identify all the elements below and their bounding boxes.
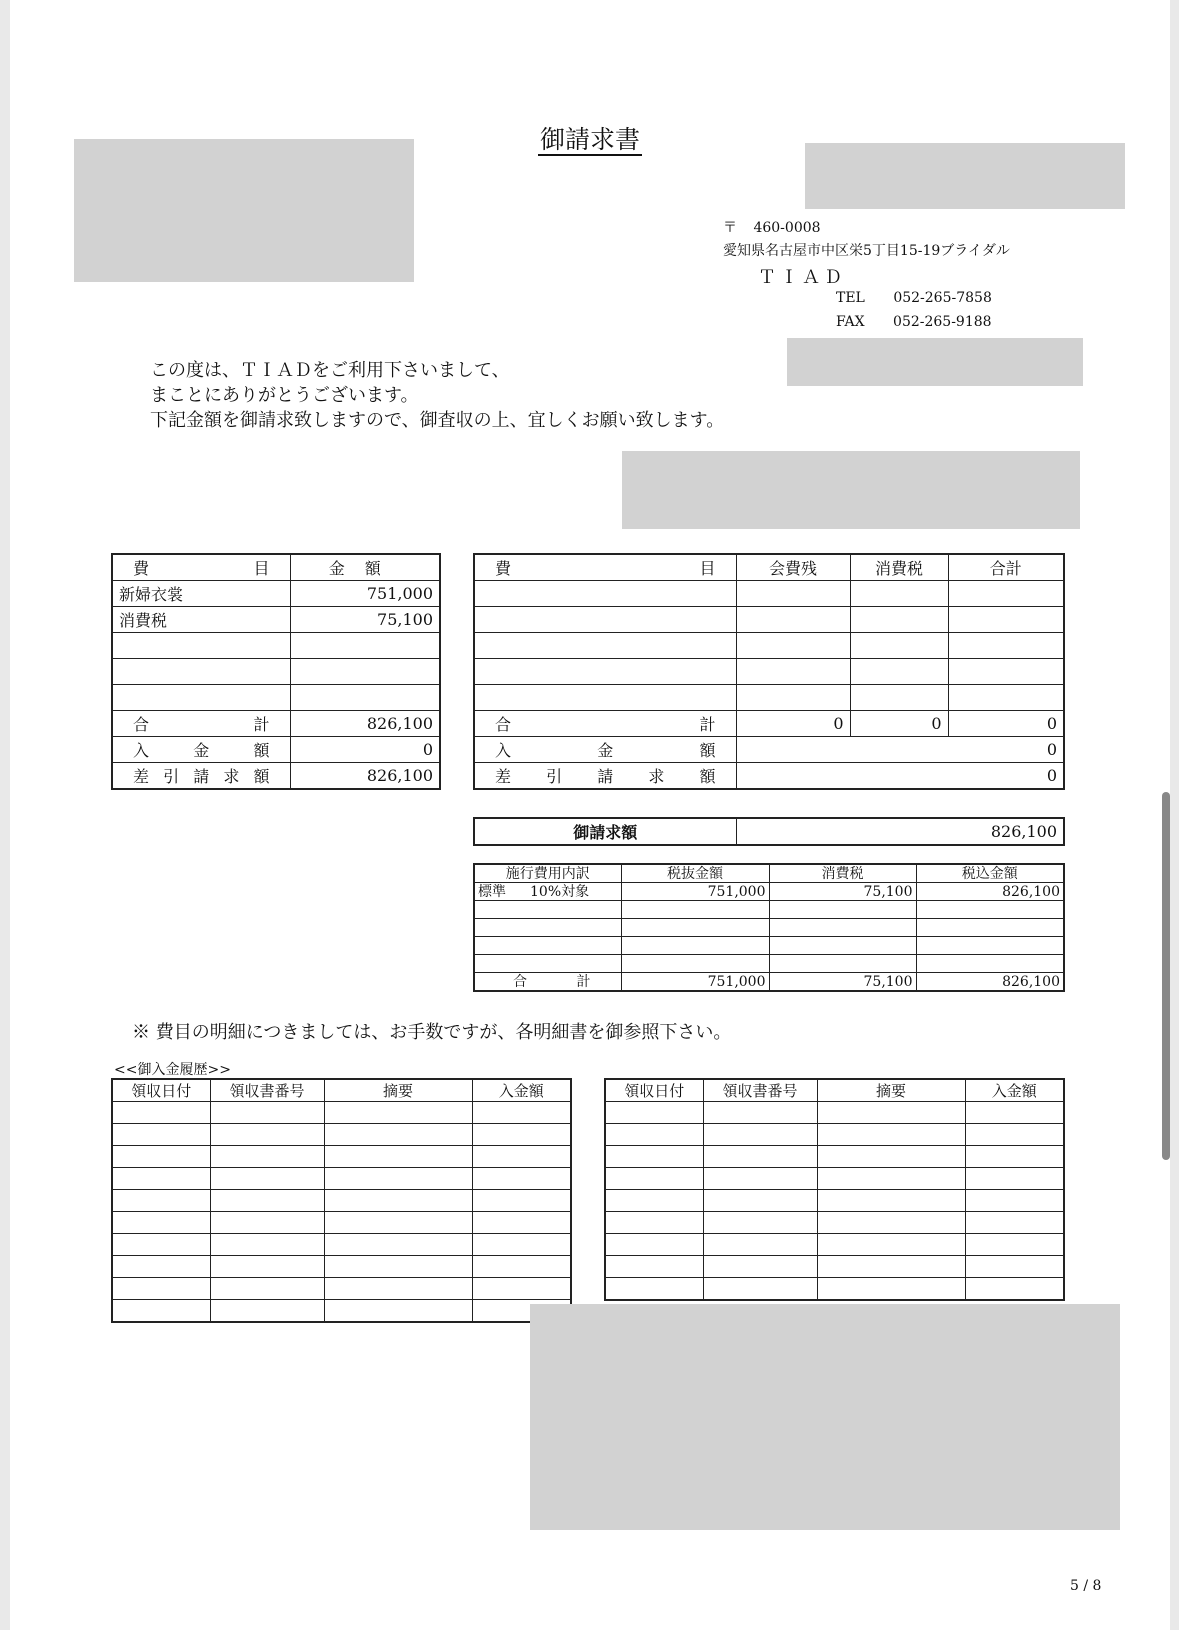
header-cell: 会費残	[736, 554, 850, 581]
table-header-row	[112, 554, 440, 581]
tax-cell: 75,100	[769, 883, 916, 901]
header-cell: 領収書番号	[210, 1079, 324, 1102]
table-row	[474, 659, 1064, 685]
table-row	[474, 685, 1064, 711]
header-cell: 摘要	[817, 1079, 965, 1102]
header-cell: 税抜金額	[621, 864, 769, 883]
payment-history-table-left	[111, 1078, 572, 1323]
table-header-row	[605, 1079, 1064, 1102]
balance-value: 826,100	[290, 763, 440, 790]
amount-cell	[290, 633, 440, 659]
balance-label: 差引請求額	[112, 763, 290, 790]
total-value: 0	[736, 711, 850, 737]
table-row	[605, 1256, 1064, 1278]
fax-label: FAX	[836, 314, 865, 330]
paid-row	[112, 737, 440, 763]
table-row	[112, 1102, 571, 1124]
table-row	[112, 1278, 571, 1300]
total-label: 合計	[112, 711, 290, 737]
total-row	[112, 711, 440, 737]
paid-value: 0	[290, 737, 440, 763]
total-value: 0	[850, 711, 948, 737]
fax-line	[836, 314, 992, 330]
scrollbar-thumb[interactable]	[1162, 792, 1170, 1160]
amount-cell	[290, 659, 440, 685]
table-row	[112, 633, 440, 659]
incl-tax-cell: 826,100	[916, 883, 1064, 901]
greeting-line: 下記金額を御請求致しますので、御査収の上、宜しくお願い致します。	[150, 410, 725, 431]
table-row	[605, 1168, 1064, 1190]
header-cell: 消費税	[769, 864, 916, 883]
balance-value: 0	[736, 763, 1064, 790]
table-row	[605, 1102, 1064, 1124]
pre-tax-cell: 751,000	[621, 883, 769, 901]
invoice-amount-value: 826,100	[736, 818, 1064, 845]
table-row	[474, 883, 1064, 901]
table-row	[112, 1234, 571, 1256]
page-indicator: 5 / 8	[1070, 1578, 1102, 1594]
header-cell: 費目	[474, 554, 736, 581]
postal-line	[723, 217, 821, 237]
payment-history-table-right	[604, 1078, 1065, 1301]
redacted-block	[622, 451, 1080, 529]
table-row	[112, 1300, 571, 1323]
table-header-row	[474, 864, 1064, 883]
invoice-amount-box	[473, 817, 1065, 846]
invoice-page	[10, 0, 1170, 1630]
header-cell: 合計	[948, 554, 1064, 581]
table-row	[112, 685, 440, 711]
category-cell	[474, 883, 621, 901]
table-row	[112, 581, 440, 607]
postal-code: 460-0008	[753, 220, 821, 236]
fees-table-right	[473, 553, 1065, 790]
table-row	[474, 901, 1064, 919]
payment-history-label: <<御入金履歴>>	[114, 1062, 231, 1078]
table-row	[605, 1124, 1064, 1146]
total-value: 826,100	[290, 711, 440, 737]
total-tax: 75,100	[769, 973, 916, 992]
table-row	[605, 1212, 1064, 1234]
fax-number: 052-265-9188	[893, 314, 992, 330]
table-row	[112, 1256, 571, 1278]
total-row	[474, 973, 1064, 992]
tel-number: 052-265-7858	[893, 290, 992, 306]
header-cell: 領収書番号	[703, 1079, 817, 1102]
table-row	[474, 581, 1064, 607]
header-cell: 施行費用内訳	[474, 864, 621, 883]
item-cell	[112, 633, 290, 659]
rate-label: 10%対象	[530, 883, 590, 900]
table-row	[474, 607, 1064, 633]
item-cell: 消費税	[112, 607, 290, 633]
amount-cell: 751,000	[290, 581, 440, 607]
balance-row	[112, 763, 440, 790]
header-cell: 金額	[290, 554, 440, 581]
tel-line	[836, 290, 992, 306]
redacted-block	[787, 338, 1083, 386]
redacted-block	[805, 143, 1125, 209]
header-cell: 摘要	[324, 1079, 472, 1102]
redacted-recipient	[74, 139, 414, 282]
note-text: ※ 費目の明細につきましては、お手数ですが、各明細書を御参照下さい。	[132, 1022, 732, 1043]
table-row	[112, 1146, 571, 1168]
table-row	[474, 955, 1064, 973]
table-row	[112, 1212, 571, 1234]
total-incl-tax: 826,100	[916, 973, 1064, 992]
table-row	[112, 1168, 571, 1190]
header-cell: 領収日付	[605, 1079, 703, 1102]
table-row	[605, 1278, 1064, 1301]
table-row	[605, 1146, 1064, 1168]
total-row	[474, 711, 1064, 737]
paid-label: 入金額	[112, 737, 290, 763]
category-label: 標準	[478, 883, 506, 900]
document-title: 御請求書	[539, 125, 640, 154]
balance-row	[474, 763, 1064, 790]
invoice-amount-label: 御請求額	[474, 818, 736, 845]
greeting-text	[150, 358, 724, 433]
table-row	[112, 659, 440, 685]
postal-mark: 〒	[723, 220, 737, 236]
total-label: 合計	[474, 711, 736, 737]
total-value: 0	[948, 711, 1064, 737]
table-row	[112, 1124, 571, 1146]
total-pre-tax: 751,000	[621, 973, 769, 992]
table-row	[112, 607, 440, 633]
table-row	[474, 937, 1064, 955]
table-row	[112, 1190, 571, 1212]
redacted-block	[530, 1304, 1120, 1530]
header-cell: 領収日付	[112, 1079, 210, 1102]
paid-label: 入金額	[474, 737, 736, 763]
paid-row	[474, 737, 1064, 763]
header-cell: 税込金額	[916, 864, 1064, 883]
tel-label: TEL	[836, 290, 865, 306]
table-row	[474, 919, 1064, 937]
table-header-row	[112, 1079, 571, 1102]
header-cell: 費目	[112, 554, 290, 581]
item-cell: 新婦衣裳	[112, 581, 290, 607]
item-cell	[112, 659, 290, 685]
header-cell: 入金額	[965, 1079, 1064, 1102]
greeting-line: この度は、ＴＩＡＤをご利用下さいまして、	[150, 360, 510, 381]
table-row	[605, 1234, 1064, 1256]
table-row	[474, 633, 1064, 659]
fees-table-left	[111, 553, 441, 790]
paid-value: 0	[736, 737, 1064, 763]
company-name: ＴＩＡＤ	[758, 267, 846, 288]
amount-cell: 75,100	[290, 607, 440, 633]
total-label: 合計	[474, 973, 621, 992]
header-cell: 入金額	[472, 1079, 571, 1102]
invoice-amount-row	[474, 818, 1064, 845]
amount-cell	[290, 685, 440, 711]
header-cell: 消費税	[850, 554, 948, 581]
greeting-line: まことにありがとうございます。	[150, 385, 419, 406]
table-row	[605, 1190, 1064, 1212]
cost-breakdown-table	[473, 863, 1065, 992]
table-header-row	[474, 554, 1064, 581]
item-cell	[112, 685, 290, 711]
balance-label: 差引請求額	[474, 763, 736, 790]
company-address: 愛知県名古屋市中区栄5丁目15-19ブライダル	[723, 243, 1010, 259]
